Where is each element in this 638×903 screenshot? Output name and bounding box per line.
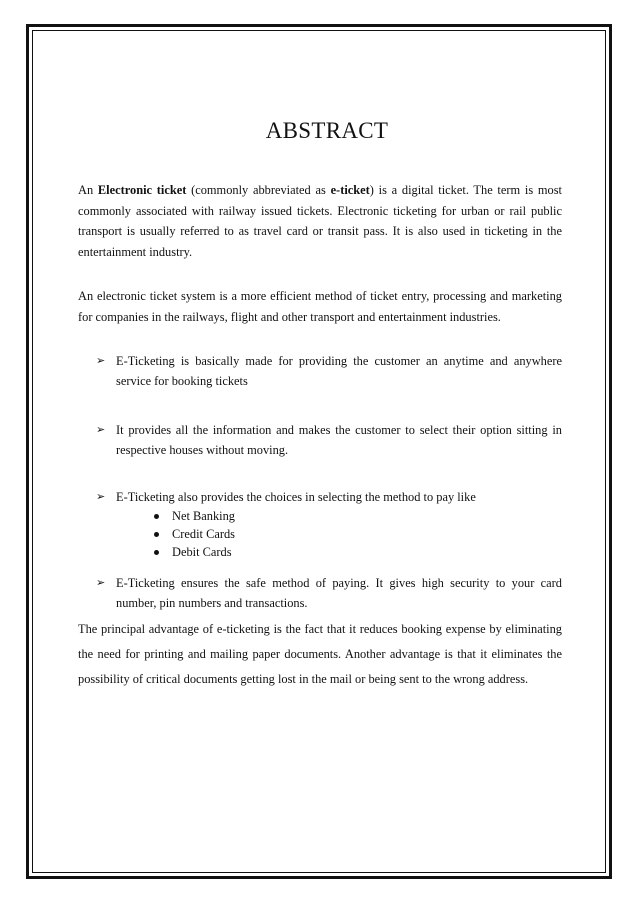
bullet-item: ➢ E-Ticketing also provides the choices in selecting the method to pay like — [96, 487, 562, 507]
dot-bullet-icon — [154, 514, 159, 519]
bullet-item: ➢ It provides all the information and makes the customer to select their option sitting in respective houses without moving. — [96, 420, 562, 460]
dot-bullet-icon — [154, 532, 159, 537]
arrow-bullet-icon: ➢ — [96, 491, 106, 503]
list-item: Net Banking — [154, 507, 235, 525]
bullet-item: ➢ E-Ticketing ensures the safe method of paying. It gives high security to your card number, pin numbers and transactions. — [96, 573, 562, 613]
list-item: Debit Cards — [154, 543, 235, 561]
intro-paragraph: An Electronic ticket (commonly abbreviated as e-ticket) is a digital ticket. The term is most commonly associated with railway issued tickets. Electronic ticketing for urban or rail public transport is usually referred to as travel card or transit pass. It is also used in ticketing in the entertainment industry. — [78, 183, 562, 259]
arrow-bullet-icon: ➢ — [96, 577, 106, 589]
system-paragraph: An electronic ticket system is a more efficient method of ticket entry, processing and marketing for companies in the railways, flight and other transport and entertainment industries. — [78, 289, 562, 324]
payment-methods-list — [154, 507, 235, 561]
advantage-paragraph: The principal advantage of e-ticketing is the fact that it reduces booking expense by eliminating the need for printing and mailing paper documents. Another advantage is that it eliminates the possibility of critical documents getting lost in the mail or being sent to the wrong address. — [78, 622, 562, 686]
dot-bullet-icon — [154, 550, 159, 555]
list-item: Credit Cards — [154, 525, 235, 543]
page-title: ABSTRACT — [265, 118, 389, 143]
arrow-bullet-icon: ➢ — [96, 355, 106, 367]
bullet-item: ➢ E-Ticketing is basically made for providing the customer an anytime and anywhere service for booking tickets — [96, 351, 562, 391]
arrow-bullet-icon: ➢ — [96, 424, 106, 436]
